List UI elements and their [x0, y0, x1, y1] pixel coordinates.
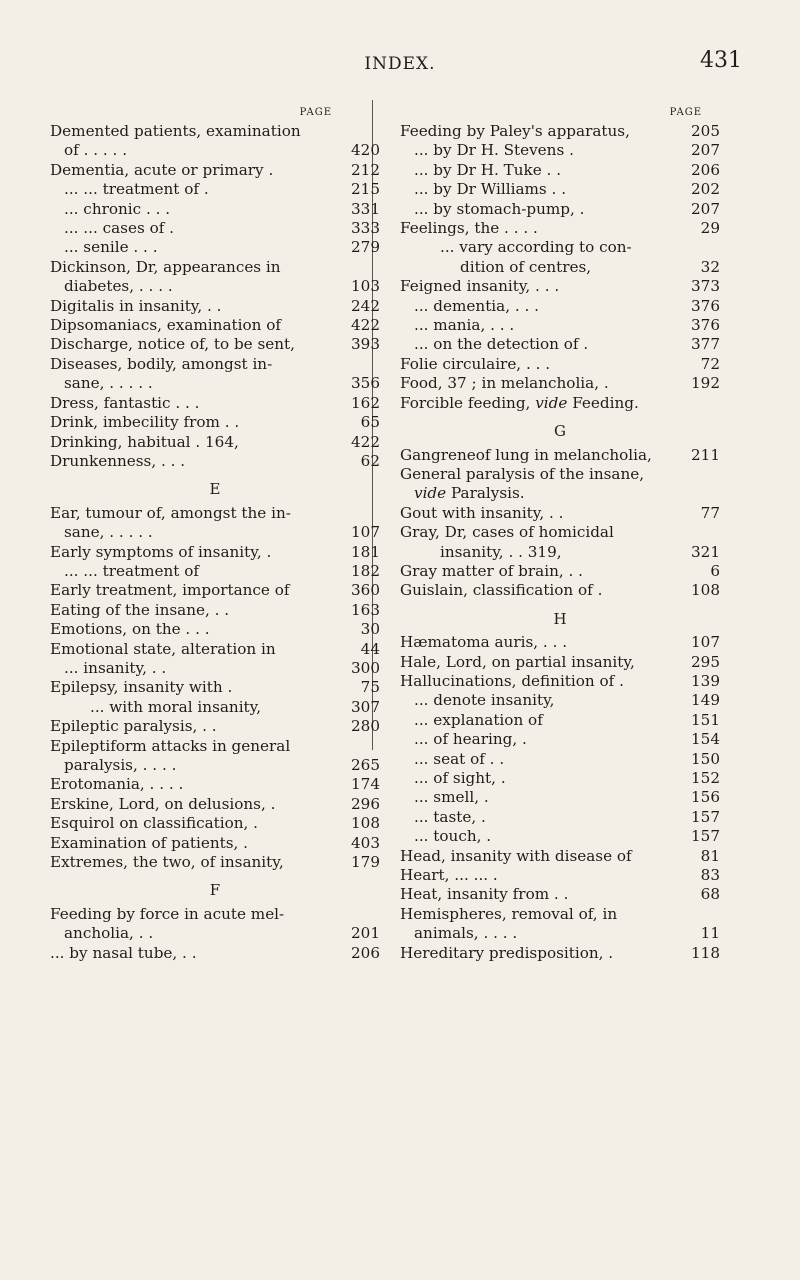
entry-text: Diseases, bodily, amongst in- — [50, 354, 273, 373]
entry-text: Guislain, classification of . — [400, 581, 603, 600]
entry-page-number: 202 — [691, 180, 720, 199]
entry-text: sane, . . . . . — [64, 523, 153, 542]
entry-page-number: 162 — [351, 393, 380, 412]
entry-page-number — [664, 465, 720, 484]
index-entry — [50, 316, 380, 335]
entry-text: Forcible feeding, vide Feeding. — [400, 393, 639, 412]
index-entry — [50, 581, 380, 600]
entry-text: ... ... treatment of — [64, 561, 199, 580]
entry-page-number: 331 — [351, 199, 380, 218]
index-entry — [50, 258, 380, 277]
entry-page-number: 295 — [691, 652, 720, 671]
entry-page-number: 377 — [691, 335, 720, 354]
entry-page-number — [664, 905, 720, 924]
index-entry — [50, 853, 380, 872]
entry-text: diabetes, . . . . — [64, 277, 173, 296]
entry-text: General paralysis of the insane, — [400, 464, 645, 483]
index-entry — [400, 258, 720, 277]
entry-text: Early symptoms of insanity, . — [50, 542, 272, 561]
entry-text: paralysis, . . . . — [64, 756, 177, 774]
entry-page-number: 62 — [360, 451, 380, 470]
index-entry — [50, 122, 380, 141]
index-entry — [50, 756, 380, 775]
entry-text: Dipsomaniacs, examination of — [50, 316, 281, 335]
entry-page-number — [324, 737, 380, 756]
index-entry — [50, 659, 380, 678]
entry-text: ... by Dr H. Stevens . — [414, 141, 574, 160]
entry-text: Epileptiform attacks in general — [50, 736, 291, 755]
entry-text: Feelings, the . . . . — [400, 219, 538, 238]
entry-page-number: 321 — [691, 542, 720, 561]
index-entry — [400, 523, 720, 542]
page-number: 431 — [700, 48, 742, 73]
entry-page-number: 163 — [351, 600, 380, 619]
entry-text: Hereditary predisposition, . — [400, 943, 614, 962]
entry-page-number: 157 — [691, 807, 720, 826]
index-entry — [400, 394, 720, 413]
entry-page-number: 107 — [691, 633, 720, 652]
entry-page-number — [664, 484, 720, 503]
entry-text: dition of centres, — [460, 257, 592, 276]
entry-page-number — [324, 905, 380, 924]
entry-page-number — [324, 504, 380, 523]
index-entry — [50, 452, 380, 471]
entry-text: Demented patients, examination — [50, 122, 301, 140]
entry-text: Gray matter of brain, . . — [400, 561, 583, 580]
entry-page-number: 373 — [691, 277, 720, 296]
index-entry — [50, 374, 380, 393]
entry-page-number: 72 — [700, 354, 720, 373]
index-entry — [400, 808, 720, 827]
index-entry — [50, 219, 380, 238]
index-column-left — [50, 104, 380, 963]
index-entry — [50, 944, 380, 963]
index-entry — [50, 238, 380, 257]
index-entry — [400, 161, 720, 180]
entry-page-number: 81 — [700, 846, 720, 865]
entry-text: Gout with insanity, . . — [400, 503, 564, 522]
entry-text: Epileptic paralysis, . . — [50, 717, 217, 736]
entry-page-number: 300 — [351, 658, 380, 677]
entry-text: sane, . . . . . — [64, 374, 153, 393]
index-entry — [400, 277, 720, 296]
entry-page-number: 174 — [351, 775, 380, 794]
entry-page-number: 65 — [360, 413, 380, 432]
entry-page-number: 151 — [691, 710, 720, 729]
index-entry — [50, 355, 380, 374]
entry-page-number: 207 — [691, 199, 720, 218]
entry-text: Hæmatoma auris, . . . — [400, 633, 568, 652]
entry-page-number: 201 — [351, 924, 380, 943]
entry-text: Hallucinations, definition of . — [400, 671, 624, 690]
entry-page-number: 279 — [351, 238, 380, 257]
entry-text: Examination of patients, . — [50, 833, 248, 852]
entry-text: ... chronic . . . — [64, 199, 171, 218]
index-entry — [50, 161, 380, 180]
entry-text: ... by nasal tube, . . — [50, 943, 197, 962]
entry-text: Esquirol on classification, . — [50, 814, 259, 833]
index-entry — [50, 795, 380, 814]
index-entry — [400, 581, 720, 600]
entry-text: ... dementia, . . . — [414, 296, 540, 315]
entry-text: Feeding by Paley's apparatus, — [400, 122, 630, 140]
entry-page-number: 280 — [351, 717, 380, 736]
entry-text: Heat, insanity from . . — [400, 885, 569, 904]
entry-page-number: 206 — [351, 943, 380, 962]
entry-page-number: 265 — [351, 756, 380, 774]
index-entry — [50, 924, 380, 943]
entry-page-number — [664, 238, 720, 257]
entry-text: ... denote insanity, — [414, 691, 555, 710]
entry-text: ... touch, . — [414, 827, 492, 846]
entry-page-number: 212 — [351, 160, 380, 179]
entry-text: Drink, imbecility from . . — [50, 413, 240, 432]
entry-page-number: 108 — [691, 581, 720, 600]
index-entry — [400, 562, 720, 581]
index-entry — [50, 504, 380, 523]
index-entry — [50, 737, 380, 756]
entry-text: Erotomania, . . . . — [50, 775, 184, 794]
entry-text: Drunkenness, . . . — [50, 451, 186, 470]
entry-text: Dress, fantastic . . . — [50, 393, 200, 412]
entry-page-number — [324, 258, 380, 277]
entry-text: ... ... treatment of . — [64, 180, 209, 199]
entry-page-number: 150 — [691, 749, 720, 768]
entry-page-number: 156 — [691, 788, 720, 807]
entry-text: Discharge, notice of, to be sent, — [50, 335, 295, 354]
entry-text: Dementia, acute or primary . — [50, 160, 274, 179]
entry-page-number: 422 — [351, 432, 380, 451]
entry-text: Epilepsy, insanity with . — [50, 678, 233, 697]
entry-page-number: 206 — [691, 160, 720, 179]
entry-text: ... of hearing, . — [414, 730, 527, 749]
entry-page-number: 360 — [351, 581, 380, 600]
entry-page-number: 333 — [351, 219, 380, 238]
entry-text: insanity, . . 319, — [440, 542, 562, 561]
index-entry — [400, 504, 720, 523]
entry-text: Hemispheres, removal of, in — [400, 904, 618, 923]
entry-text: ... with moral insanity, — [90, 697, 262, 716]
index-entry — [50, 601, 380, 620]
entry-page-number: 192 — [691, 374, 720, 393]
entry-page-number: 403 — [351, 833, 380, 852]
index-entry — [400, 219, 720, 238]
entry-page-number: 356 — [351, 374, 380, 393]
entry-text: Extremes, the two, of insanity, — [50, 853, 284, 872]
index-entry — [50, 717, 380, 736]
entry-page-number — [664, 394, 720, 413]
entry-page-number — [664, 523, 720, 542]
index-column-right — [400, 104, 720, 963]
index-entry — [400, 788, 720, 807]
index-entry — [400, 238, 720, 257]
index-entry — [400, 866, 720, 885]
index-entry — [50, 277, 380, 296]
entry-page-number: 205 — [691, 122, 720, 140]
entry-text: ... by Dr Williams . . — [414, 180, 567, 199]
entry-page-number: 75 — [360, 678, 380, 697]
page-column-label: PAGE — [669, 107, 702, 118]
entry-text: Digitalis in insanity, . . — [50, 296, 222, 315]
index-entry — [50, 775, 380, 794]
entry-text: ... of sight, . — [414, 769, 506, 787]
entry-text: Heart, ... ... . — [400, 866, 498, 885]
entry-page-number: 11 — [700, 924, 720, 943]
index-entry — [50, 394, 380, 413]
entry-text: Feeding by force in acute mel- — [50, 904, 285, 923]
entry-text: Early treatment, importance of — [50, 581, 290, 600]
entry-page-number: 211 — [691, 445, 720, 464]
entry-text: Erskine, Lord, on delusions, . — [50, 794, 276, 813]
index-entry — [50, 562, 380, 581]
index-entry — [400, 653, 720, 672]
entry-text: vide Paralysis. — [414, 484, 525, 503]
entry-text: ... by stomach-pump, . — [414, 199, 585, 218]
index-entry — [50, 523, 380, 542]
entry-text: Folie circulaire, . . . — [400, 354, 551, 373]
page-title: INDEX. — [364, 54, 436, 74]
index-entry — [400, 750, 720, 769]
index-entry — [50, 413, 380, 432]
entry-page-number — [324, 355, 380, 374]
index-entry — [50, 640, 380, 659]
entry-text: Eating of the insane, . . — [50, 600, 230, 619]
entry-text: ... explanation of — [414, 710, 543, 729]
entry-page-number: 182 — [351, 561, 380, 580]
entry-page-number: 181 — [351, 542, 380, 561]
index-entry — [50, 141, 380, 160]
index-entry — [400, 543, 720, 562]
entry-page-number: 157 — [691, 827, 720, 846]
index-entry — [400, 465, 720, 484]
entry-page-number: 376 — [691, 296, 720, 315]
index-entry — [400, 141, 720, 160]
entry-text: Drinking, habitual . 164, — [50, 432, 239, 451]
index-entry — [400, 180, 720, 199]
entry-page-number: 207 — [691, 141, 720, 160]
index-entry — [400, 446, 720, 465]
entry-text: ... on the detection of . — [414, 335, 589, 354]
index-entry — [50, 433, 380, 452]
entry-page-number: 307 — [351, 697, 380, 716]
index-entry — [400, 769, 720, 788]
entry-page-number: 420 — [351, 141, 380, 160]
entry-page-number: 179 — [351, 853, 380, 872]
entry-page-number: 83 — [700, 866, 720, 885]
entry-text: Emotions, on the . . . — [50, 620, 210, 639]
entry-page-number: 242 — [351, 296, 380, 315]
entry-text: ancholia, . . — [64, 924, 154, 943]
entry-text: Hale, Lord, on partial insanity, — [400, 652, 635, 671]
index-entry — [50, 834, 380, 853]
index-entry — [400, 944, 720, 963]
entry-text: ... smell, . — [414, 788, 489, 807]
entry-page-number: 152 — [691, 769, 720, 787]
entry-page-number: 103 — [351, 277, 380, 296]
entry-page-number: 154 — [691, 730, 720, 749]
entry-text: ... taste, . — [414, 807, 486, 826]
entry-text: ... mania, . . . — [414, 316, 515, 335]
index-entry — [400, 316, 720, 335]
section-letter: G — [554, 422, 566, 441]
entry-text: Dickinson, Dr, appearances in — [50, 257, 281, 276]
entry-page-number: 107 — [351, 523, 380, 542]
entry-text: Feigned insanity, . . . — [400, 277, 560, 296]
page-column-label: PAGE — [299, 107, 332, 118]
index-entry — [50, 180, 380, 199]
entry-text: Emotional state, alteration in — [50, 639, 276, 658]
entry-page-number: 215 — [351, 180, 380, 199]
section-letter: E — [209, 480, 221, 499]
entry-text: ... senile . . . — [64, 238, 158, 257]
index-entry — [400, 374, 720, 393]
entry-page-number: 149 — [691, 691, 720, 710]
entry-text: ... vary according to con- — [440, 238, 632, 257]
index-entry — [50, 200, 380, 219]
entry-page-number: 32 — [700, 257, 720, 276]
entry-page-number: 376 — [691, 316, 720, 335]
entry-page-number: 44 — [360, 639, 380, 658]
section-letter: H — [553, 609, 567, 628]
entry-page-number: 30 — [360, 620, 380, 639]
index-entry — [50, 698, 380, 717]
entry-page-number: 422 — [351, 316, 380, 335]
entry-text: ... insanity, . . — [64, 658, 167, 677]
index-entry — [50, 905, 380, 924]
entry-text: Ear, tumour of, amongst the in- — [50, 503, 291, 522]
index-entry — [50, 678, 380, 697]
entry-page-number: 393 — [351, 335, 380, 354]
entry-text: Gray, Dr, cases of homicidal — [400, 523, 614, 542]
index-entry — [50, 335, 380, 354]
entry-text: ... ... cases of . — [64, 219, 175, 238]
entry-text: ... by Dr H. Tuke . . — [414, 160, 562, 179]
entry-page-number: 118 — [691, 943, 720, 962]
entry-page-number — [324, 122, 380, 141]
entry-text: animals, . . . . — [414, 924, 518, 943]
index-entry — [400, 905, 720, 924]
entry-text: of . . . . . — [64, 141, 128, 160]
index-entry — [50, 543, 380, 562]
index-entry — [400, 730, 720, 749]
entry-page-number: 139 — [691, 671, 720, 690]
index-entry — [400, 672, 720, 691]
entry-page-number: 29 — [700, 219, 720, 238]
entry-text: Gangreneof lung in melancholia, — [400, 445, 652, 464]
index-entry — [400, 924, 720, 943]
index-entry — [400, 335, 720, 354]
index-entry — [50, 814, 380, 833]
entry-page-number: 6 — [710, 561, 720, 580]
section-letter: F — [209, 881, 221, 900]
index-entry — [400, 711, 720, 730]
entry-text: Head, insanity with disease of — [400, 846, 632, 865]
entry-page-number: 108 — [351, 814, 380, 833]
index-entry — [400, 827, 720, 846]
index-entry — [400, 200, 720, 219]
entry-page-number: 77 — [700, 503, 720, 522]
index-entry — [400, 122, 720, 141]
index-entry — [400, 633, 720, 652]
entry-page-number: 296 — [351, 794, 380, 813]
entry-page-number: 68 — [700, 885, 720, 904]
index-entry — [400, 847, 720, 866]
index-entry — [400, 691, 720, 710]
index-entry — [50, 297, 380, 316]
index-entry — [50, 620, 380, 639]
index-entry — [400, 355, 720, 374]
entry-text: Food, 37 ; in melancholia, . — [400, 374, 609, 393]
index-entry — [400, 297, 720, 316]
index-entry — [400, 885, 720, 904]
index-entry — [400, 484, 720, 503]
entry-text: ... seat of . . — [414, 749, 505, 768]
